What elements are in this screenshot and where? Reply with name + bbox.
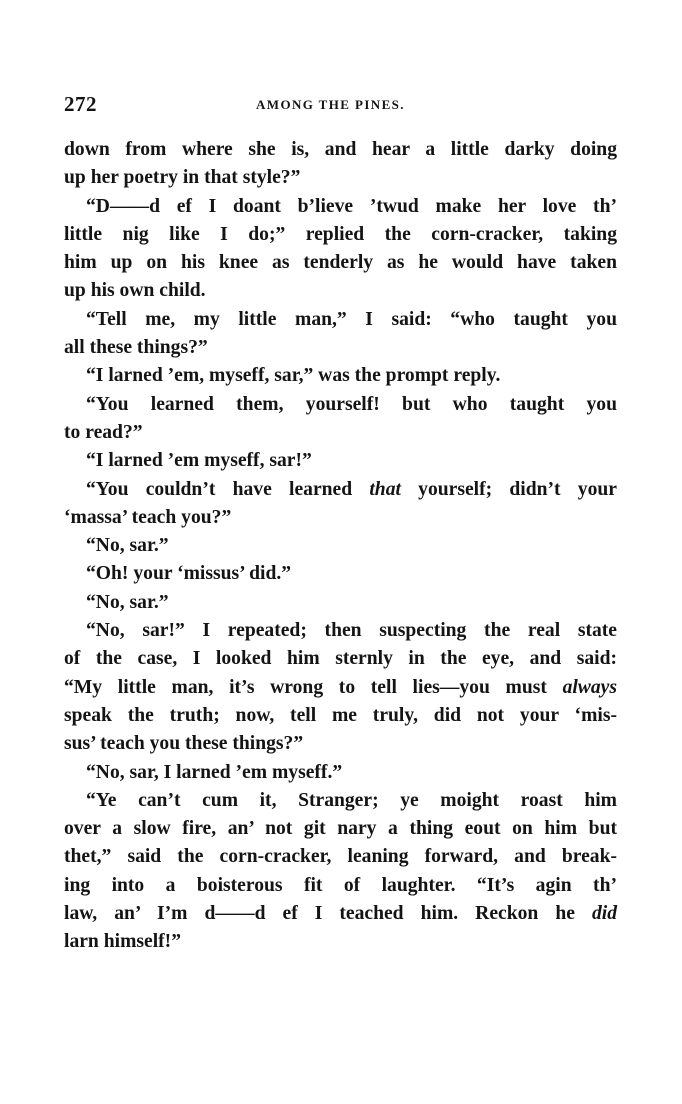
- text-segment: of the case, I looked him sternly in the eye, and said:: [64, 648, 617, 670]
- page-header: [64, 88, 620, 122]
- text-line: [64, 617, 617, 645]
- text-line: [64, 447, 617, 475]
- text-line: [64, 645, 617, 673]
- text-segment: “My little man, it’s wrong to tell lies—you must: [64, 676, 563, 698]
- italic-text: that: [369, 478, 401, 500]
- text-segment: sus’ teach you these things?”: [64, 733, 304, 755]
- text-line: [64, 362, 617, 390]
- text-segment: up her poetry in that style?”: [64, 167, 301, 189]
- text-line: [64, 391, 617, 419]
- text-segment: yourself; didn’t your: [400, 478, 617, 500]
- text-segment: larn himself!”: [64, 931, 182, 953]
- text-line: [64, 532, 617, 560]
- text-segment: “I larned ’em myseff, sar!”: [86, 450, 312, 472]
- text-segment: ‘massa’ teach you?”: [64, 506, 232, 528]
- text-segment: him up on his knee as tenderly as he would have taken: [64, 252, 617, 274]
- running-title: AMONG THE PINES.: [256, 97, 405, 112]
- text-line: [64, 843, 617, 871]
- text-segment: “Ye can’t cum it, Stranger; ye moight roast him: [86, 789, 617, 811]
- text-line: [64, 221, 617, 249]
- text-line: [64, 730, 617, 758]
- text-line: [64, 136, 617, 164]
- text-line: [64, 306, 617, 334]
- text-segment: little nig like I do;” replied the corn-cracker, taking: [64, 223, 617, 245]
- italic-text: always: [562, 676, 617, 698]
- text-segment: ing into a boisterous fit of laughter. “It’s agin th’: [64, 874, 617, 896]
- text-line: [64, 759, 617, 787]
- text-segment: “Tell me, my little man,” I said: “who taught you: [86, 308, 617, 330]
- text-segment: “You couldn’t have learned: [86, 478, 370, 500]
- text-segment: thet,” said the corn-cracker, leaning forward, and break-: [64, 846, 617, 868]
- text-line: [64, 589, 617, 617]
- text-segment: to read?”: [64, 421, 143, 443]
- text-line: [64, 249, 617, 277]
- text-line: [64, 334, 617, 362]
- text-segment: “D——d ef I doant b’lieve ’twud make her love th’: [86, 195, 617, 217]
- text-line: [64, 928, 617, 956]
- text-line: [64, 787, 617, 815]
- text-segment: “No, sar.”: [86, 591, 169, 613]
- text-line: [64, 277, 617, 305]
- text-segment: down from where she is, and hear a little darky doing: [64, 139, 617, 160]
- text-segment: law, an’ I’m d——d ef I teached him. Reckon he: [64, 903, 592, 925]
- text-segment: “No, sar, I larned ’em myseff.”: [86, 761, 343, 783]
- text-line: [64, 815, 617, 843]
- text-line: [64, 872, 617, 900]
- text-line: [64, 900, 617, 928]
- text-line: [64, 504, 617, 532]
- text-segment: “You learned them, yourself! but who taught you: [86, 393, 617, 415]
- text-segment: “No, sar.”: [86, 535, 169, 557]
- text-segment: “I larned ’em, myseff, sar,” was the prompt reply.: [86, 365, 501, 387]
- text-line: [64, 193, 617, 221]
- text-segment: all these things?”: [64, 337, 208, 359]
- text-line: [64, 674, 617, 702]
- text-line: [64, 419, 617, 447]
- text-line: [64, 164, 617, 192]
- text-line: [64, 476, 617, 504]
- text-segment: “No, sar!” I repeated; then suspecting the real state: [86, 620, 617, 642]
- text-segment: up his own child.: [64, 280, 206, 302]
- italic-text: did: [591, 903, 617, 925]
- text-line: [64, 560, 617, 588]
- text-line: [64, 702, 617, 730]
- page-number: 272: [64, 92, 97, 116]
- text-segment: speak the truth; now, tell me truly, did not your ‘mis-: [64, 704, 617, 726]
- text-segment: “Oh! your ‘missus’ did.”: [86, 563, 292, 585]
- text-segment: over a slow fire, an’ not git nary a thing eout on him but: [64, 818, 617, 840]
- body-text: [64, 136, 617, 957]
